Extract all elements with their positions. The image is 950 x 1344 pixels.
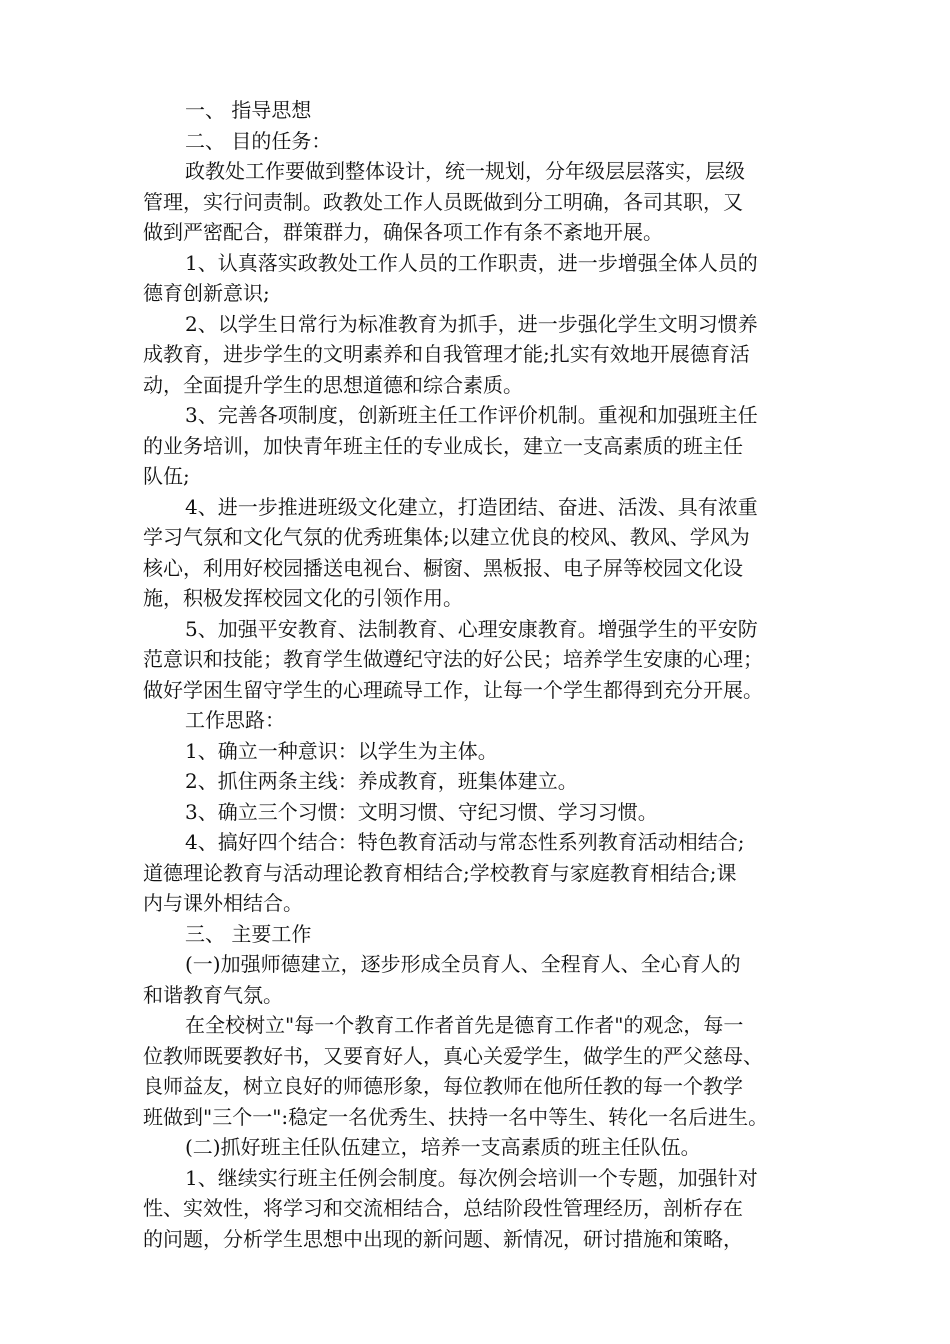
paragraph <box>143 1132 813 1163</box>
text-line: 的业务培训，加快青年班主任的专业成长，建立一支高素质的班主任 <box>143 433 743 458</box>
text-line: 队伍; <box>143 464 190 488</box>
text-line: 的问题，分析学生思想中出现的新问题、新情况，研讨措施和策略， <box>143 1226 743 1251</box>
text-line: 道德理论教育与活动理论教育相结合;学校教育与家庭教育相结合;课 <box>143 860 737 885</box>
text-line: (二)抓好班主任队伍建立，培养一支高素质的班主任队伍。 <box>185 1135 701 1159</box>
text-line: 施，积极发挥校园文化的引领作用。 <box>143 586 463 610</box>
text-line: 2、抓住两条主线：养成教育，班集体建立。 <box>185 769 578 793</box>
text-line: 管理，实行问责制。政教处工作人员既做到分工明确，各司其职，又 <box>143 189 743 214</box>
text-line: 3、完善各项制度，创新班主任工作评价机制。重视和加强班主任 <box>185 403 758 427</box>
text-line: 核心，利用好校园播送电视台、橱窗、黑板报、电子屏等校园文化设 <box>143 555 743 580</box>
paragraph <box>143 309 813 401</box>
paragraph <box>143 736 813 767</box>
text-line: 在全校树立"每一个教育工作者首先是德育工作者"的观念，每一 <box>185 1013 744 1037</box>
text-line: 学习气氛和文化气氛的优秀班集体;以建立优良的校风、教风、学风为 <box>143 525 750 549</box>
text-line: 性、实效性，将学习和交流相结合，总结阶段性管理经历，剖析存在 <box>143 1196 743 1220</box>
text-line: 内与课外相结合。 <box>143 891 303 915</box>
paragraph <box>143 156 813 248</box>
paragraph <box>143 614 813 706</box>
paragraph <box>143 827 813 919</box>
text-line: 1、继续实行班主任例会制度。每次例会培训一个专题，加强针对 <box>185 1165 758 1190</box>
text-line: 1、确立一种意识：以学生为主体。 <box>185 738 498 763</box>
paragraph <box>143 1163 813 1255</box>
section-heading <box>143 95 813 126</box>
text-line: 和谐教育气氛。 <box>143 982 283 1007</box>
paragraph <box>143 705 813 736</box>
paragraph <box>143 1010 813 1132</box>
text-line: 范意识和技能；教育学生做遵纪守法的好公民；培养学生安康的心理； <box>143 647 763 671</box>
text-line: 1、认真落实政教处工作人员的工作职责，进一步增强全体人员的 <box>185 250 758 275</box>
text-line: 班做到"三个一":稳定一名优秀生、扶持一名中等生、转化一名后进生。 <box>143 1104 769 1129</box>
text-line: 4、进一步推进班级文化建立，打造团结、奋进、活泼、具有浓重 <box>185 494 758 519</box>
text-line: 2、以学生日常行为标准教育为抓手，进一步强化学生文明习惯养 <box>185 311 758 336</box>
paragraph <box>143 492 813 614</box>
text-line: 动，全面提升学生的思想道德和综合素质。 <box>143 372 523 397</box>
text-line: 政教处工作要做到整体设计，统一规划，分年级层层落实，层级 <box>185 159 745 183</box>
text-line: 工作思路： <box>185 708 285 732</box>
text-line: 德育创新意识; <box>143 281 270 305</box>
paragraph <box>143 766 813 797</box>
text-line: 4、搞好四个结合：特色教育活动与常态性系列教育活动相结合; <box>185 830 745 854</box>
text-line: 3、确立三个习惯：文明习惯、守纪习惯、学习习惯。 <box>185 799 658 824</box>
text-line: 成教育，进步学生的文明素养和自我管理才能;扎实有效地开展德育活 <box>143 342 750 366</box>
heading-text: 一、 指导思想 <box>185 98 312 122</box>
text-line: 5、加强平安教育、法制教育、心理安康教育。增强学生的平安防 <box>185 616 758 641</box>
text-line: 良师益友，树立良好的师德形象，每位教师在他所任教的每一个教学 <box>143 1074 743 1098</box>
text-line: (一)加强师德建立，逐步形成全员育人、全程育人、全心育人的 <box>185 952 741 976</box>
text-line: 做好学困生留守学生的心理疏导工作，让每一个学生都得到充分开展。 <box>143 677 763 702</box>
heading-text: 三、 主要工作 <box>185 921 312 946</box>
heading-text: 二、 目的任务： <box>185 128 332 153</box>
document-page <box>143 95 813 1254</box>
text-line: 做到严密配合，群策群力，确保各项工作有条不紊地开展。 <box>143 220 663 244</box>
paragraph <box>143 949 813 1010</box>
section-heading <box>143 126 813 157</box>
paragraph <box>143 400 813 492</box>
section-heading <box>143 919 813 950</box>
text-line: 位教师既要教好书，又要育好人，真心关爱学生，做学生的严父慈母、 <box>143 1043 763 1068</box>
paragraph <box>143 797 813 828</box>
paragraph <box>143 248 813 309</box>
